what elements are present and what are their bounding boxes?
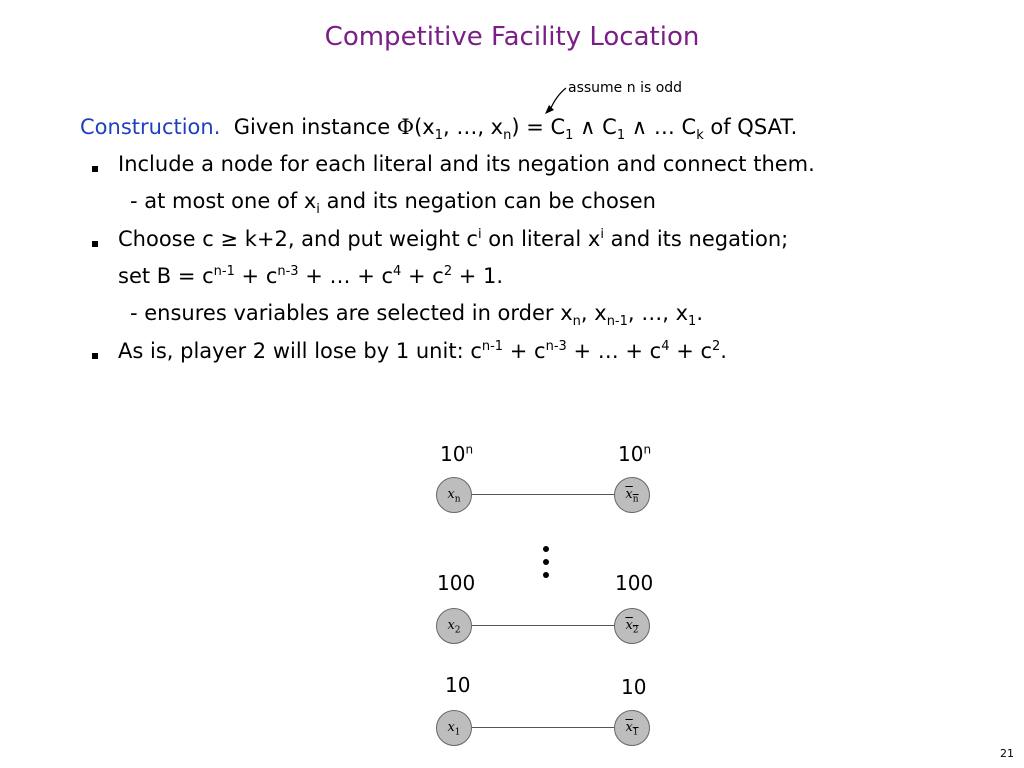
bullet-marker — [92, 353, 98, 359]
bullet-2-line-2: set $B = c^{n-1} + c^{n-3}$ + … + $c^4 + c^2 + 1$. — [118, 264, 504, 288]
node-negation: $x_n$ — [614, 477, 650, 513]
weight-label: 10 — [621, 675, 647, 699]
node-negation: $x_2$ — [614, 608, 650, 644]
node-literal: $x_n$ — [436, 477, 472, 513]
weight-label: 100 — [615, 571, 654, 595]
node-negation: $x_1$ — [614, 710, 650, 746]
edge — [472, 727, 614, 728]
ellipsis-dot — [543, 546, 549, 552]
edge — [472, 494, 614, 495]
ellipsis-dot — [543, 572, 549, 578]
sub-point-2: - ensures variables are selected in order $x_n$, $x_{n-1}$, …, $x_1$. — [130, 301, 703, 330]
bullet-marker — [92, 166, 98, 172]
weight-label: 100 — [437, 571, 476, 595]
ellipsis-dot — [543, 559, 549, 565]
phi-symbol: Φ — [396, 115, 415, 139]
construction-label: Construction. — [80, 115, 221, 139]
weight-label: 10$^n$ — [440, 442, 474, 466]
annotation-text: assume n is odd — [568, 80, 683, 96]
page-number: 21 — [1000, 747, 1014, 760]
bullet-2-text: Choose c ≥ k+2, and put weight $c^i$ on literal $x^i$ and its negation; — [118, 227, 789, 251]
construction-line: Construction. Given instance $\Phi(x_1$, …, $x_n) = C_1$ ∧ $C_1$ ∧ … $C_k$ of QSAT. — [80, 115, 798, 144]
edge — [472, 625, 614, 626]
bullet-1-text: Include a node for each literal and its negation and connect them. — [118, 152, 815, 176]
sub-point-1: - at most one of $x_i$ and its negation can be chosen — [130, 189, 656, 218]
node-literal: $x_1$ — [436, 710, 472, 746]
slide-title: Competitive Facility Location — [324, 22, 700, 52]
node-literal: $x_2$ — [436, 608, 472, 644]
weight-label: 10$^n$ — [618, 442, 652, 466]
weight-label: 10 — [445, 673, 471, 697]
bullet-3-text: As is, player 2 will lose by 1 unit: $c^{n-1} + c^{n-3}$ + … + $c^4 + c^2$. — [118, 339, 727, 363]
bullet-marker — [92, 241, 98, 247]
